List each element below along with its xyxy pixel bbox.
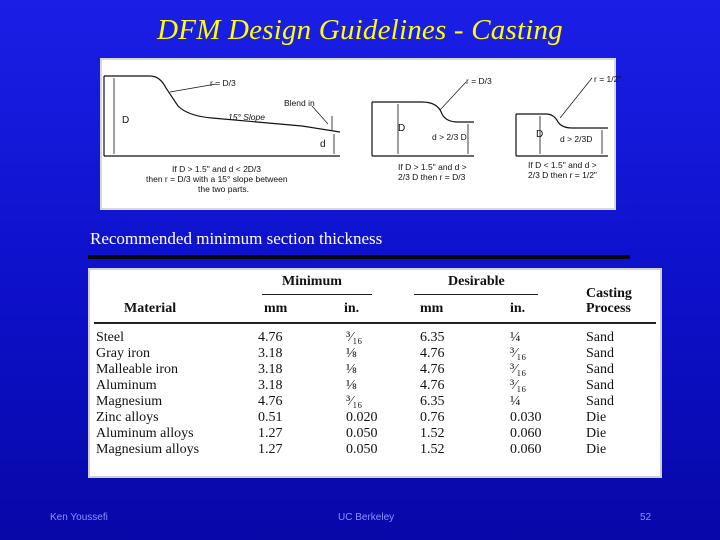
cell-des-in: 0.030 — [510, 410, 542, 425]
thickness-d-label-1: d — [320, 139, 326, 150]
header-des-mm: mm — [420, 301, 444, 316]
cell-min-in: ³⁄₁₆ — [346, 394, 363, 409]
rule-2-line-1: If D > 1.5" and d > — [398, 162, 467, 172]
table-row — [90, 362, 660, 378]
header-process-line-1: Casting — [586, 286, 632, 301]
rule-3-line-2: 2/3 D then r = 1/2" — [528, 170, 597, 180]
cell-min-in: ⅛ — [346, 346, 357, 361]
cell-material: Steel — [96, 330, 124, 345]
cell-des-in: ³⁄₁₆ — [510, 378, 527, 393]
cell-min-mm: 3.18 — [258, 346, 283, 361]
footer-author: Ken Youssefi — [50, 512, 108, 523]
header-min-mm: mm — [264, 301, 288, 316]
radius-label-1: r = D/3 — [210, 78, 236, 88]
thickness-D-label-1: D — [122, 115, 130, 126]
header-material: Material — [124, 301, 177, 316]
cell-min-in: ³⁄₁₆ — [346, 330, 363, 345]
slide-number: 52 — [640, 512, 652, 523]
rule-1-line-3: the two parts. — [198, 184, 250, 194]
rule-1-line-2: then r = D/3 with a 15° slope between — [146, 174, 288, 184]
table-row — [90, 330, 660, 346]
cell-des-in: ³⁄₁₆ — [510, 346, 527, 361]
cell-min-in: ⅛ — [346, 378, 357, 393]
cell-min-mm: 0.51 — [258, 410, 283, 425]
cell-material: Magnesium alloys — [96, 442, 200, 457]
cell-process: Sand — [586, 362, 614, 377]
table-row — [90, 394, 660, 410]
radius-label-2: r = D/3 — [466, 76, 492, 86]
footer-institution: UC Berkeley — [338, 512, 395, 523]
header-des-in: in. — [510, 301, 526, 316]
cell-des-in: ¼ — [510, 330, 521, 345]
cell-material: Malleable iron — [96, 362, 179, 377]
group-header-desirable: Desirable — [448, 274, 505, 289]
table-row — [90, 410, 660, 426]
table-row — [90, 378, 660, 394]
section-thickness-table — [88, 268, 662, 478]
cell-des-mm: 1.52 — [420, 442, 445, 457]
thickness-D-label-3: D — [536, 129, 544, 140]
cell-min-in: ⅛ — [346, 362, 357, 377]
cell-des-in: ³⁄₁₆ — [510, 362, 527, 377]
cell-material: Aluminum alloys — [96, 426, 194, 441]
cell-des-in: ¼ — [510, 394, 521, 409]
cell-min-in: 0.050 — [346, 442, 378, 457]
cell-des-mm: 4.76 — [420, 346, 445, 361]
rule-1-line-1: If D > 1.5" and d < 2D/3 — [172, 164, 262, 174]
cell-des-in: 0.060 — [510, 442, 542, 457]
cell-des-mm: 0.76 — [420, 410, 445, 425]
table-row — [90, 442, 660, 458]
cell-min-mm: 3.18 — [258, 362, 283, 377]
table-row — [90, 346, 660, 362]
cell-process: Sand — [586, 378, 614, 393]
cell-des-mm: 4.76 — [420, 378, 445, 393]
cell-min-mm: 4.76 — [258, 394, 283, 409]
cell-des-mm: 1.52 — [420, 426, 445, 441]
slope-label: 15° Slope — [228, 112, 265, 122]
cell-process: Die — [586, 442, 607, 457]
cell-des-in: 0.060 — [510, 426, 542, 441]
thickness-d-label-2: d > 2/3 D — [432, 132, 467, 142]
cell-process: Sand — [586, 346, 614, 361]
cell-material: Magnesium — [96, 394, 163, 409]
desirable-underline — [414, 294, 538, 295]
group-header-minimum: Minimum — [282, 274, 342, 289]
rule-2-line-2: 2/3 D then r = D/3 — [398, 172, 466, 182]
thickness-D-label-2: D — [398, 123, 406, 134]
table-row — [90, 426, 660, 442]
slide-title: DFM Design Guidelines - Casting — [157, 14, 563, 46]
cell-process: Die — [586, 410, 607, 425]
header-min-in: in. — [344, 301, 360, 316]
cell-material: Zinc alloys — [96, 410, 159, 425]
cell-min-in: 0.050 — [346, 426, 378, 441]
header-process-line-2: Process — [586, 301, 631, 316]
cell-des-mm: 6.35 — [420, 330, 445, 345]
cell-min-mm: 3.18 — [258, 378, 283, 393]
cell-des-mm: 4.76 — [420, 362, 445, 377]
rule-3-line-1: If D < 1.5" and d > — [528, 160, 597, 170]
cell-min-mm: 1.27 — [258, 442, 283, 457]
cell-process: Die — [586, 426, 607, 441]
cell-min-mm: 4.76 — [258, 330, 283, 345]
blend-in-label: Blend in — [284, 98, 315, 108]
table-caption: Recommended minimum section thickness — [90, 229, 383, 248]
casting-corner-diagram — [100, 58, 622, 210]
thickness-d-label-3: d > 2/3D — [560, 134, 593, 144]
caption-underline — [88, 255, 630, 259]
cell-des-mm: 6.35 — [420, 394, 445, 409]
cell-process: Sand — [586, 330, 614, 345]
header-rule — [94, 322, 656, 324]
cell-material: Aluminum — [96, 378, 157, 393]
minimum-underline — [262, 294, 372, 295]
cell-process: Sand — [586, 394, 614, 409]
radius-label-3: r = 1/2" — [594, 74, 622, 84]
cell-min-mm: 1.27 — [258, 426, 283, 441]
cell-material: Gray iron — [96, 346, 151, 361]
cell-min-in: 0.020 — [346, 410, 378, 425]
